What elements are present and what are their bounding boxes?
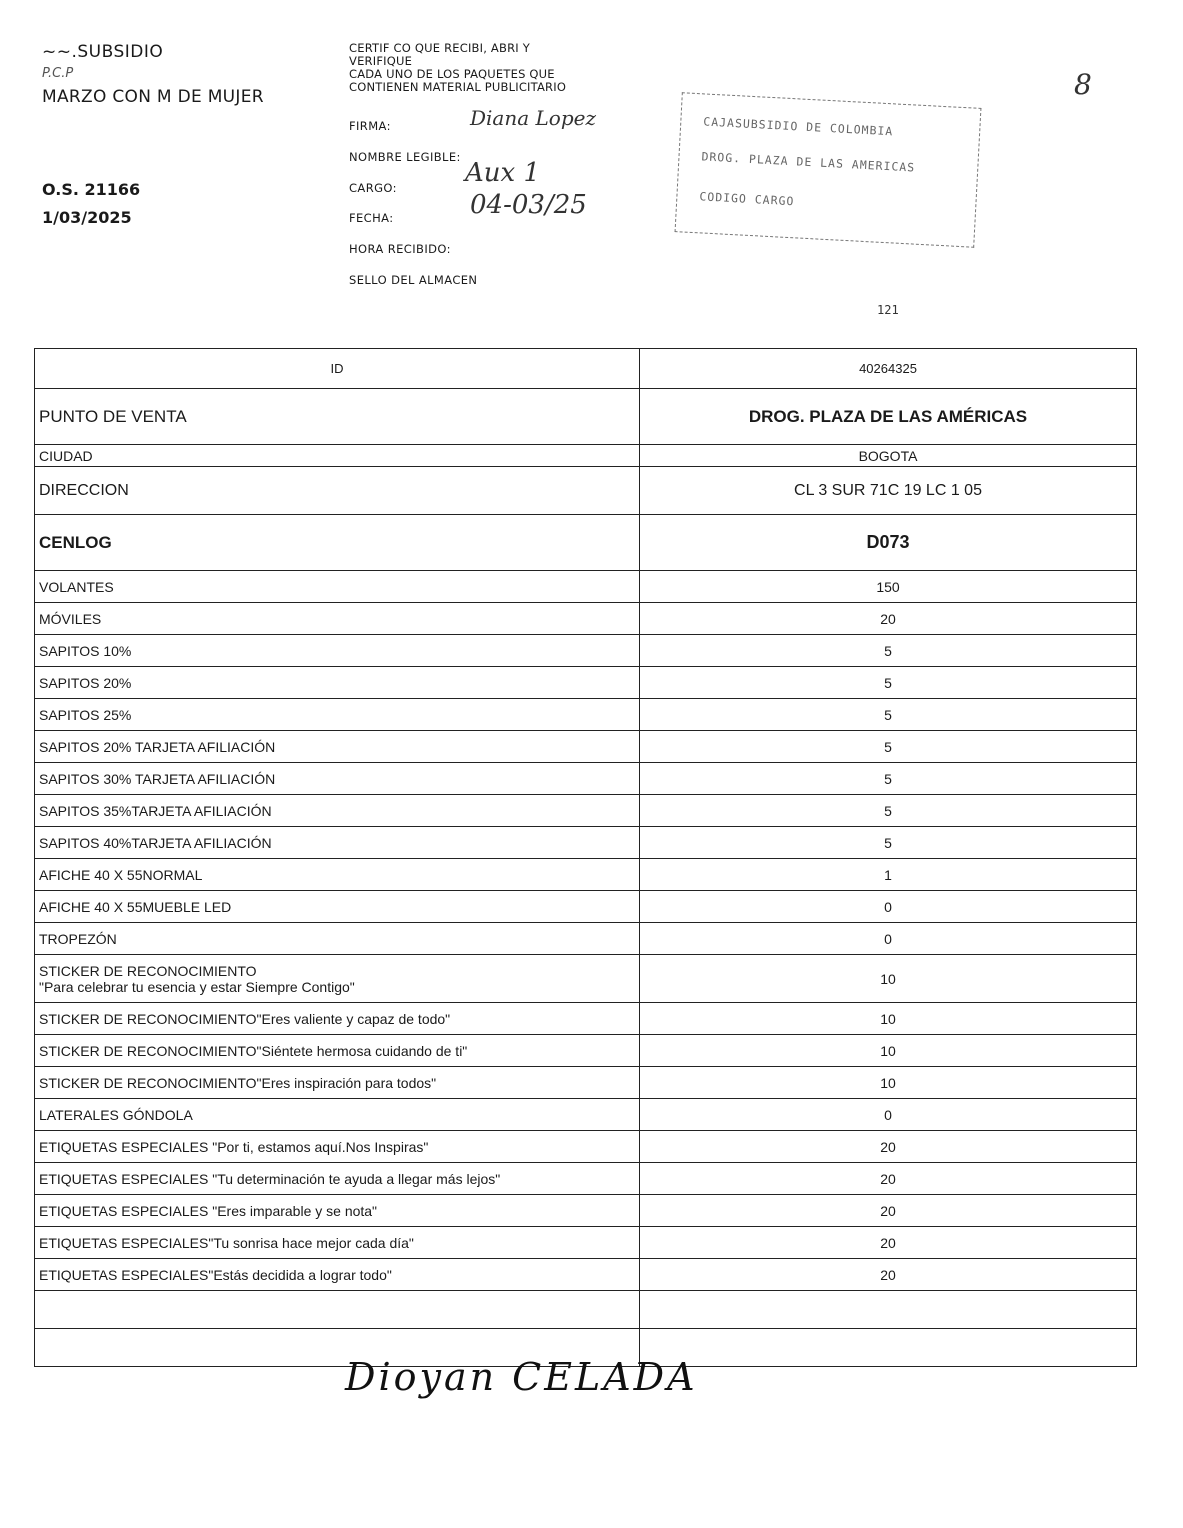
- row-value: 20: [640, 1163, 1137, 1195]
- row-value: 10: [640, 1067, 1137, 1099]
- row-value: 0: [640, 891, 1137, 923]
- row-label: AFICHE 40 X 55NORMAL: [35, 859, 640, 891]
- table-row: [35, 1067, 1137, 1099]
- row-value: 20: [640, 1259, 1137, 1291]
- table-row: [35, 571, 1137, 603]
- table-row: [35, 349, 1137, 389]
- row-value: 20: [640, 603, 1137, 635]
- row-value: D073: [640, 515, 1137, 571]
- stamp-line: CAJASUBSIDIO DE COLOMBIA: [703, 114, 894, 139]
- table-row: [35, 923, 1137, 955]
- table-row: [35, 859, 1137, 891]
- table-row: [35, 891, 1137, 923]
- cargo-label: CARGO:: [349, 181, 397, 195]
- row-value: 0: [640, 923, 1137, 955]
- row-label: STICKER DE RECONOCIMIENTO"Eres valiente y capaz de todo": [35, 1003, 640, 1035]
- table-row: [35, 763, 1137, 795]
- row-label: [35, 955, 640, 1003]
- table-row: [35, 667, 1137, 699]
- id-label: ID: [35, 349, 640, 389]
- row-value: 5: [640, 667, 1137, 699]
- row-label: ETIQUETAS ESPECIALES "Eres imparable y se nota": [35, 1195, 640, 1227]
- table-row: [35, 731, 1137, 763]
- row-label: SAPITOS 35%TARJETA AFILIACIÓN: [35, 795, 640, 827]
- row-value: 5: [640, 731, 1137, 763]
- stamp-line: DROG. PLAZA DE LAS AMERICAS: [701, 149, 916, 175]
- row-label: VOLANTES: [35, 571, 640, 603]
- row-label: ETIQUETAS ESPECIALES "Por ti, estamos aquí.Nos Inspiras": [35, 1131, 640, 1163]
- row-label: ETIQUETAS ESPECIALES"Tu sonrisa hace mejor cada día": [35, 1227, 640, 1259]
- fecha-label: FECHA:: [349, 211, 394, 225]
- row-label: SAPITOS 10%: [35, 635, 640, 667]
- table-row: [35, 1291, 1137, 1329]
- row-label: STICKER DE RECONOCIMIENTO"Eres inspiración para todos": [35, 1067, 640, 1099]
- hora-label: HORA RECIBIDO:: [349, 242, 451, 256]
- row-value: [640, 1329, 1137, 1367]
- certification-text: [349, 42, 649, 94]
- table-row: [35, 389, 1137, 445]
- table-row: [35, 467, 1137, 515]
- firma-label: FIRMA:: [349, 119, 391, 133]
- row-label: SAPITOS 30% TARJETA AFILIACIÓN: [35, 763, 640, 795]
- table-row: [35, 1003, 1137, 1035]
- row-value: DROG. PLAZA DE LAS AMÉRICAS: [640, 389, 1137, 445]
- table-row: [35, 955, 1137, 1003]
- cert-line: CADA UNO DE LOS PAQUETES QUE: [349, 67, 555, 81]
- table-row: [35, 445, 1137, 467]
- row-label: CIUDAD: [35, 445, 640, 467]
- table-row: [35, 699, 1137, 731]
- material-table: [34, 348, 1137, 1367]
- table-row: [35, 1227, 1137, 1259]
- table-row: [35, 603, 1137, 635]
- row-value: 20: [640, 1195, 1137, 1227]
- row-label-line: "Para celebrar tu esencia y estar Siempre Contigo": [39, 978, 355, 995]
- table-row: [35, 515, 1137, 571]
- row-value: 0: [640, 1099, 1137, 1131]
- row-value: 5: [640, 635, 1137, 667]
- row-label: [35, 1291, 640, 1329]
- row-label: CENLOG: [35, 515, 640, 571]
- row-value: 150: [640, 571, 1137, 603]
- table-row: [35, 795, 1137, 827]
- page-number: 121: [877, 303, 899, 317]
- row-label: SAPITOS 20%: [35, 667, 640, 699]
- row-label: SAPITOS 25%: [35, 699, 640, 731]
- table-row: [35, 1195, 1137, 1227]
- table-row: [35, 1099, 1137, 1131]
- row-label: LATERALES GÓNDOLA: [35, 1099, 640, 1131]
- row-value: 5: [640, 699, 1137, 731]
- cert-line: VERIFIQUE: [349, 54, 413, 68]
- row-value: [640, 1291, 1137, 1329]
- row-value: 10: [640, 1035, 1137, 1067]
- table-row: [35, 1131, 1137, 1163]
- table-row: [35, 1035, 1137, 1067]
- row-label: TROPEZÓN: [35, 923, 640, 955]
- order-date: 1/03/2025: [42, 208, 132, 227]
- store-stamp: [675, 92, 982, 248]
- row-label-line: STICKER DE RECONOCIMIENTO: [39, 962, 257, 979]
- header-left: [42, 42, 264, 107]
- table-row: [35, 635, 1137, 667]
- sello-label: SELLO DEL ALMACEN: [349, 273, 478, 287]
- row-label: MÓVILES: [35, 603, 640, 635]
- row-label: AFICHE 40 X 55MUEBLE LED: [35, 891, 640, 923]
- cert-line: CERTIF CO QUE RECIBI, ABRI Y: [349, 41, 530, 55]
- order-block: [42, 176, 140, 232]
- row-value: 20: [640, 1227, 1137, 1259]
- row-label: SAPITOS 20% TARJETA AFILIACIÓN: [35, 731, 640, 763]
- table-row: [35, 1259, 1137, 1291]
- row-value: 10: [640, 955, 1137, 1003]
- firma-signature: Diana Lopez: [470, 106, 597, 130]
- row-label: ETIQUETAS ESPECIALES"Estás decidida a lograr todo": [35, 1259, 640, 1291]
- cargo-value: Aux 1: [465, 158, 540, 188]
- row-label: PUNTO DE VENTA: [35, 389, 640, 445]
- stamp-line: CODIGO CARGO: [699, 189, 795, 209]
- row-label: DIRECCION: [35, 467, 640, 515]
- row-value: CL 3 SUR 71C 19 LC 1 05: [640, 467, 1137, 515]
- handwritten-name: Dioyan CELADA: [345, 1355, 698, 1399]
- row-value: 10: [640, 1003, 1137, 1035]
- nombre-label: NOMBRE LEGIBLE:: [349, 150, 461, 164]
- row-label: ETIQUETAS ESPECIALES "Tu determinación te ayuda a llegar más lejos": [35, 1163, 640, 1195]
- fecha-value: 04-03/25: [470, 190, 587, 220]
- cert-line: CONTIENEN MATERIAL PUBLICITARIO: [349, 80, 567, 94]
- row-value: 5: [640, 795, 1137, 827]
- order-number: O.S. 21166: [42, 180, 141, 199]
- brand-name: ~~.SUBSIDIO: [42, 42, 164, 62]
- row-value: 20: [640, 1131, 1137, 1163]
- table-row: [35, 1163, 1137, 1195]
- row-value: 5: [640, 827, 1137, 859]
- id-value: 40264325: [640, 349, 1137, 389]
- row-value: 5: [640, 763, 1137, 795]
- campaign-title: MARZO CON M DE MUJER: [42, 87, 264, 107]
- row-value: BOGOTA: [640, 445, 1137, 467]
- row-value: 1: [640, 859, 1137, 891]
- table-row: [35, 827, 1137, 859]
- page-mark: 8: [1074, 68, 1092, 101]
- brand-sub: P.C.P: [42, 66, 74, 81]
- row-label: STICKER DE RECONOCIMIENTO"Siéntete hermosa cuidando de ti": [35, 1035, 640, 1067]
- row-label: SAPITOS 40%TARJETA AFILIACIÓN: [35, 827, 640, 859]
